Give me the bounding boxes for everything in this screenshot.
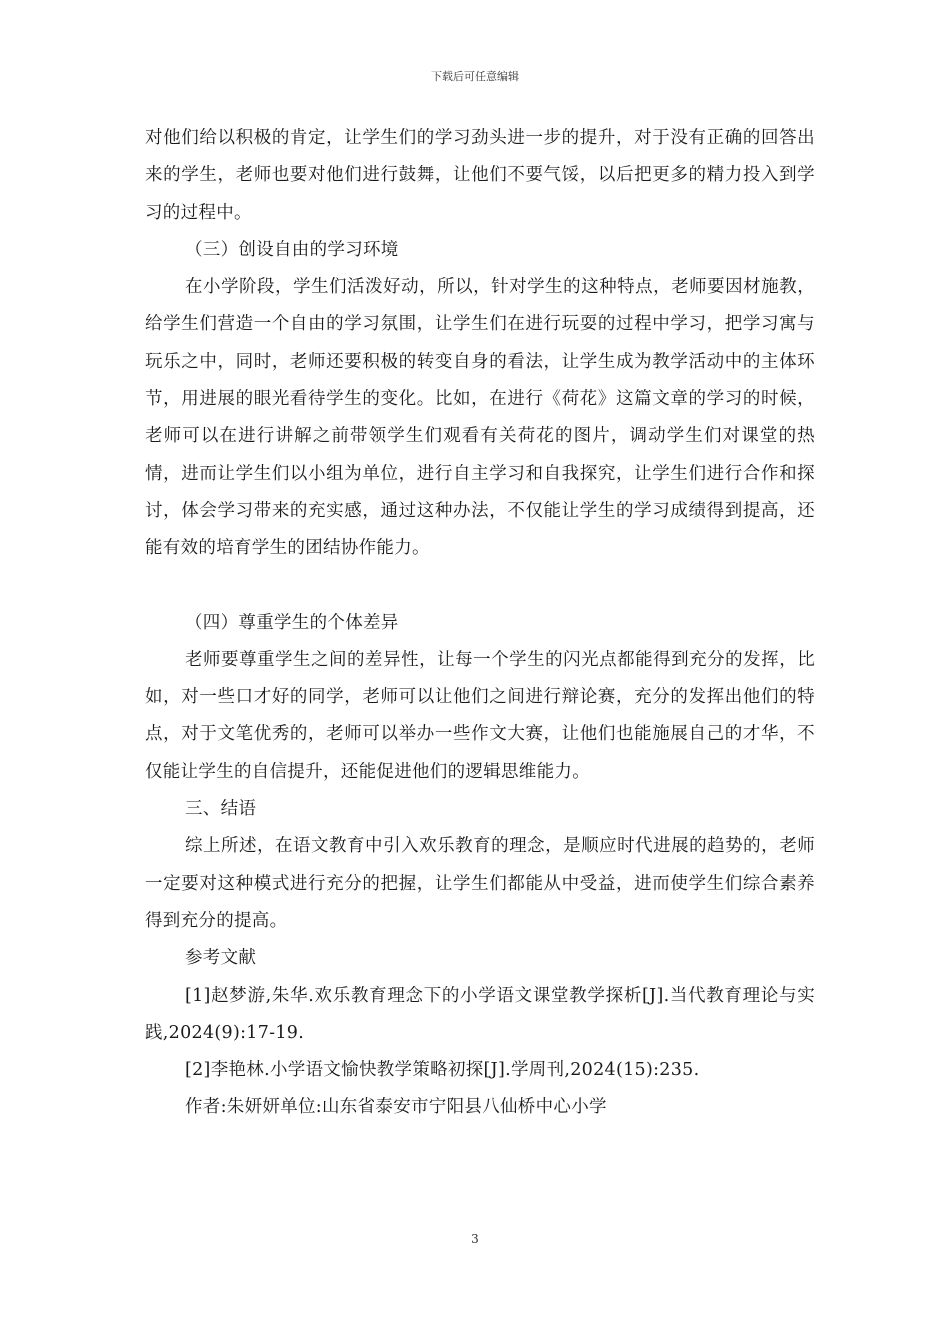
paragraph-continuation: 对他们给以积极的肯定，让学生们的学习劲头进一步的提升，对于没有正确的回答出来的学生，老师也要对他们进行鼓舞，让他们不要气馁，以后把更多的精力投入到学习的过程中。 bbox=[145, 128, 815, 223]
paragraph-individual-differences: 老师要尊重学生之间的差异性，让每一个学生的闪光点都能得到充分的发挥，比如，对一些口才好的同学，老师可以让他们之间进行辩论赛，充分的发挥出他们的特点，对于文笔优秀的，老师可以举办一些作文大赛，让他们也能施展自己的才华，不仅能让学生的自信提升，还能促进他们的逻辑思维能力。 bbox=[145, 649, 815, 782]
blank-line bbox=[145, 568, 815, 605]
page-header: 下载后可任意编辑 bbox=[431, 70, 519, 83]
section-heading-3: （三）创设自由的学习环境 bbox=[185, 239, 399, 260]
document-body bbox=[145, 120, 815, 1127]
page-number: 3 bbox=[471, 1232, 479, 1246]
references-heading: 参考文献 bbox=[185, 948, 257, 969]
reference-item: [2]李艳林.小学语文愉快教学策略初探[J].学周刊,2024(15):235. bbox=[185, 1060, 700, 1081]
paragraph-free-environment: 在小学阶段，学生们活泼好动，所以，针对学生的这种特点，老师要因材施教，给学生们营造一个自由的学习氛围，让学生们在进行玩耍的过程中学习，把学习寓与玩乐之中，同时，老师还要积极的转变自身的看法，让学生成为教学活动中的主体环节，用进展的眼光看待学生的变化。比如，在进行《荷花》这篇文章的学习的时候，老师可以在进行讲解之前带领学生们观看有关荷花的图片，调动学生们对课堂的热情，进而让学生们以小组为单位，进行自主学习和自我探究，让学生们进行合作和探讨，体会学习带来的充实感，通过这种办法，不仅能让学生的学习成绩得到提高，还能有效的培育学生的团结协作能力。 bbox=[145, 277, 815, 559]
author-info: 作者:朱妍妍单位:山东省泰安市宁阳县八仙桥中心小学 bbox=[185, 1097, 607, 1118]
paragraph-conclusion: 综上所述，在语文教育中引入欢乐教育的理念，是顺应时代进展的趋势的，老师一定要对这种模式进行充分的把握，让学生们都能从中受益，进而使学生们综合素养得到充分的提高。 bbox=[145, 836, 815, 931]
reference-item: [1]赵梦游,朱华.欢乐教育理念下的小学语文课堂教学探析[J].当代教育理论与实践,2024(9):17-19. bbox=[145, 985, 815, 1043]
conclusion-heading: 三、结语 bbox=[185, 799, 257, 820]
section-heading-4: （四）尊重学生的个体差异 bbox=[185, 612, 399, 633]
